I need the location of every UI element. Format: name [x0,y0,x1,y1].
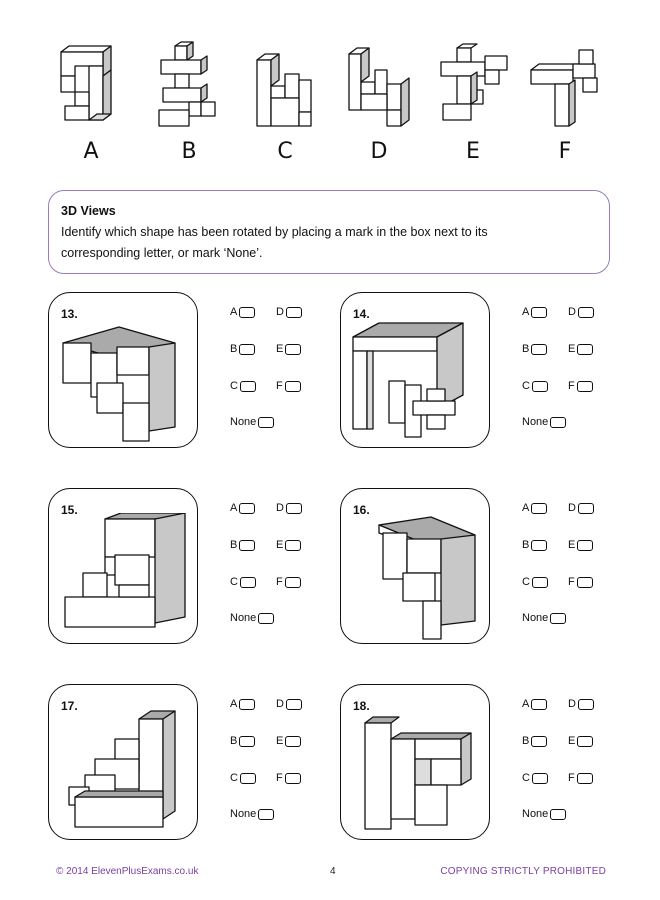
shape-f [520,40,610,164]
option-c-checkbox[interactable] [532,381,548,392]
option-f-label: F [276,772,283,784]
option-f[interactable] [276,380,301,392]
option-e[interactable] [568,539,593,551]
option-e-label: E [568,539,576,551]
option-c-label: C [230,772,238,784]
option-f-label: F [568,380,575,392]
option-c[interactable] [522,576,548,588]
shape-label: D [370,139,388,164]
option-none[interactable] [522,416,566,428]
question-figure-box [48,684,198,840]
instructions-line-1: Identify which shape has been rotated by placing a mark in the box next to its [61,225,488,239]
option-d-checkbox[interactable] [578,307,594,318]
footer-copyright: © 2014 ElevenPlusExams.co.uk [56,866,199,877]
option-a[interactable] [522,306,547,318]
question-figure-box [340,684,490,840]
instructions-box [48,190,610,274]
option-none[interactable] [230,808,274,820]
shape-d-illustration [339,40,419,135]
option-a[interactable] [522,502,547,514]
option-a-checkbox[interactable] [239,699,255,710]
option-f-checkbox[interactable] [285,381,301,392]
option-f-label: F [568,576,575,588]
option-e-checkbox[interactable] [285,344,301,355]
option-c-label: C [230,576,238,588]
reference-shapes [40,40,620,170]
shape-label: C [277,139,293,164]
footer-page-number: 4 [330,866,336,877]
option-c[interactable] [522,772,548,784]
shape-c-illustration [245,40,325,135]
option-b-label: B [230,539,238,551]
shape-c [240,40,330,164]
shape-label: F [558,139,572,164]
option-e[interactable] [568,735,593,747]
option-f-label: F [276,380,283,392]
instructions-title: 3D Views [61,204,116,218]
question-18-illustration [351,709,481,839]
option-b-label: B [230,343,238,355]
question-figure-box [48,488,198,644]
option-c-checkbox[interactable] [532,577,548,588]
option-d[interactable] [276,306,302,318]
option-d-checkbox[interactable] [286,503,302,514]
option-f-label: F [276,576,283,588]
option-c-label: C [522,380,530,392]
option-none-checkbox[interactable] [550,613,566,624]
option-f[interactable] [276,576,301,588]
option-a-label: A [522,306,530,318]
option-a-label: A [230,698,238,710]
option-e[interactable] [276,735,301,747]
question-number: 18. [353,699,370,713]
option-b-label: B [522,539,530,551]
option-none-label: None [230,416,257,428]
option-none-checkbox[interactable] [258,809,274,820]
option-d-checkbox[interactable] [286,699,302,710]
question-number: 17. [61,699,78,713]
option-d-label: D [276,306,284,318]
option-e[interactable] [276,539,301,551]
option-c[interactable] [522,380,548,392]
option-a[interactable] [230,698,255,710]
question-figure-box [340,292,490,448]
option-b[interactable] [522,735,547,747]
option-e-label: E [276,735,284,747]
instructions-line-2: corresponding letter, or mark ‘None’. [61,246,263,260]
question-14 [340,292,620,452]
shape-b [144,40,234,164]
shape-b-illustration [149,40,229,135]
option-f-checkbox[interactable] [285,773,301,784]
option-none-checkbox[interactable] [258,613,274,624]
question-number: 16. [353,503,370,517]
option-c-label: C [522,576,530,588]
question-18 [340,684,620,844]
option-e-checkbox[interactable] [577,344,593,355]
question-15-illustration [59,513,189,643]
option-b-checkbox[interactable] [239,736,255,747]
option-a-checkbox[interactable] [239,503,255,514]
option-a-checkbox[interactable] [531,503,547,514]
option-c[interactable] [230,772,256,784]
shape-a-illustration [51,40,131,135]
option-a-label: A [230,502,238,514]
option-c-checkbox[interactable] [240,773,256,784]
question-number: 15. [61,503,78,517]
shape-label: E [466,139,480,164]
option-b[interactable] [230,343,255,355]
question-13 [48,292,328,452]
option-d-label: D [568,698,576,710]
shape-label: B [181,139,197,164]
option-none[interactable] [230,416,274,428]
option-none-label: None [230,808,257,820]
option-none-label: None [230,612,257,624]
option-a[interactable] [522,698,547,710]
option-none[interactable] [230,612,274,624]
option-d-label: D [276,502,284,514]
option-b-checkbox[interactable] [239,540,255,551]
option-c[interactable] [230,576,256,588]
option-f-checkbox[interactable] [285,577,301,588]
shape-a [46,40,136,164]
question-16 [340,488,620,648]
option-b-checkbox[interactable] [531,540,547,551]
option-none[interactable] [522,808,566,820]
option-f[interactable] [568,380,593,392]
option-a-checkbox[interactable] [531,307,547,318]
option-a-checkbox[interactable] [531,699,547,710]
option-a[interactable] [230,306,255,318]
option-c[interactable] [230,380,256,392]
option-e[interactable] [568,343,593,355]
option-b-label: B [522,735,530,747]
shape-e [428,40,518,164]
option-d-checkbox[interactable] [286,307,302,318]
option-a-label: A [522,698,530,710]
option-a[interactable] [230,502,255,514]
option-c-checkbox[interactable] [240,381,256,392]
option-f-checkbox[interactable] [577,381,593,392]
option-d[interactable] [276,698,302,710]
option-d[interactable] [568,502,594,514]
option-a-label: A [230,306,238,318]
option-e-checkbox[interactable] [285,736,301,747]
option-none-checkbox[interactable] [550,809,566,820]
option-e-label: E [276,343,284,355]
option-d-label: D [568,502,576,514]
option-none-label: None [522,808,549,820]
shape-label: A [83,139,99,164]
question-figure-box [48,292,198,448]
option-b-checkbox[interactable] [531,736,547,747]
question-15 [48,488,328,648]
option-b[interactable] [230,539,255,551]
option-b-label: B [522,343,530,355]
option-none-label: None [522,416,549,428]
question-number: 13. [61,307,78,321]
option-b-label: B [230,735,238,747]
option-c-label: C [230,380,238,392]
option-a-label: A [522,502,530,514]
question-16-illustration [351,513,481,643]
option-e[interactable] [276,343,301,355]
option-d-checkbox[interactable] [578,503,594,514]
option-f-checkbox[interactable] [577,577,593,588]
option-d[interactable] [568,698,594,710]
option-b-checkbox[interactable] [239,344,255,355]
option-none[interactable] [522,612,566,624]
option-d-label: D [568,306,576,318]
option-f[interactable] [568,772,593,784]
option-d[interactable] [276,502,302,514]
option-none-label: None [522,612,549,624]
option-d-label: D [276,698,284,710]
option-b[interactable] [522,343,547,355]
option-none-checkbox[interactable] [258,417,274,428]
option-e-checkbox[interactable] [577,736,593,747]
option-f-label: F [568,772,575,784]
question-14-illustration [351,317,481,447]
option-c-checkbox[interactable] [532,773,548,784]
option-f[interactable] [568,576,593,588]
shape-d [334,40,424,164]
option-e-checkbox[interactable] [285,540,301,551]
option-f[interactable] [276,772,301,784]
question-figure-box [340,488,490,644]
footer-notice: COPYING STRICTLY PROHIBITED [440,866,606,877]
shape-f-illustration [525,40,605,135]
option-b[interactable] [230,735,255,747]
option-e-checkbox[interactable] [577,540,593,551]
option-d[interactable] [568,306,594,318]
option-b-checkbox[interactable] [531,344,547,355]
option-c-label: C [522,772,530,784]
option-e-label: E [568,735,576,747]
option-d-checkbox[interactable] [578,699,594,710]
shape-e-illustration [433,40,513,135]
option-e-label: E [568,343,576,355]
question-17 [48,684,328,844]
question-13-illustration [59,317,189,447]
question-number: 14. [353,307,370,321]
option-f-checkbox[interactable] [577,773,593,784]
question-17-illustration [59,709,189,839]
option-b[interactable] [522,539,547,551]
option-c-checkbox[interactable] [240,577,256,588]
option-e-label: E [276,539,284,551]
option-none-checkbox[interactable] [550,417,566,428]
option-a-checkbox[interactable] [239,307,255,318]
